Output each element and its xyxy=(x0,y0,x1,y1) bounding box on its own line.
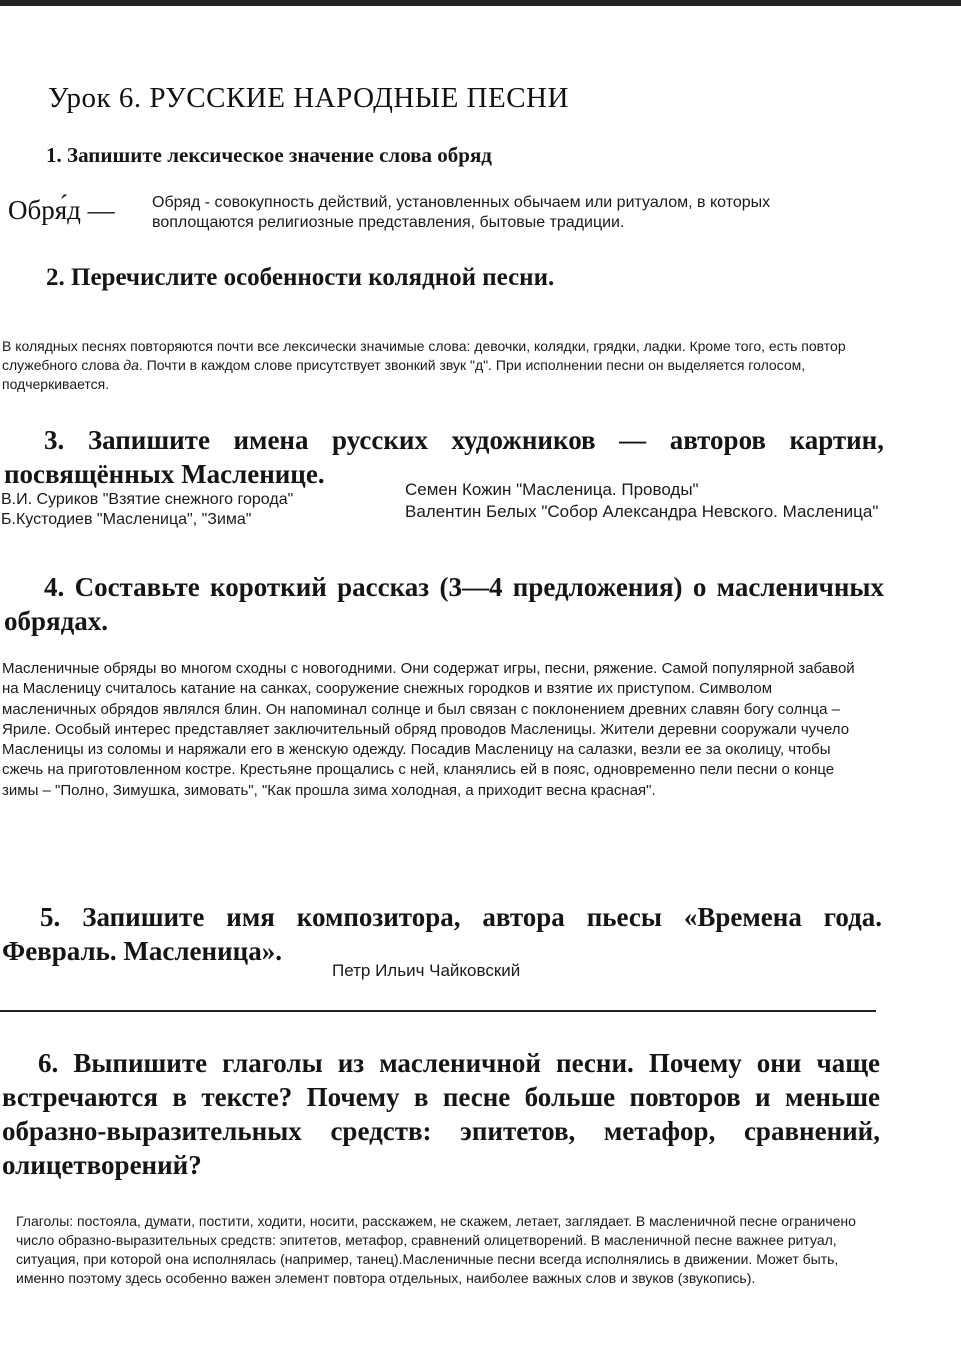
task-1-term: Обря́д — xyxy=(8,195,115,225)
task-5-answer: Петр Ильич Чайковский xyxy=(332,961,521,980)
task-3-question: 3. Запишите имена русских художников — авторов картин, посвящённых Масленице. xyxy=(4,425,884,489)
task-6-answer: Глаголы: постояла, думати, постити, ходити, носити, расскажем, не скажем, летает, заглядает. В масленичной песне ограничено число образно-выразительных средств: эпитетов, метафор, сравнений олицетворений. В масленичной песне важнее ритуал, ситуация, при которой она исполнялась (например, танец).Масленичные песни всегда исполнялись в движении. Может быть, именно поэтому здесь особенно важен элемент повтора отдельных, наиболее важных слов и звуков (звукопись). xyxy=(16,1213,856,1286)
task-1-question: 1. Запишите лексическое значение слова обряд xyxy=(46,143,492,167)
task-3-answer-left xyxy=(1,490,331,530)
task-3-artist-line: Б.Кустодиев "Масленица", "Зима" xyxy=(1,511,252,528)
lesson-title: Урок 6. РУССКИЕ НАРОДНЫЕ ПЕСНИ xyxy=(48,82,569,114)
task-2-answer-part-1: В колядных песнях повторяются почти все лексически значимые слова: девочки, колядки, грядки, ладки. Кроме того, есть повтор служебного слова xyxy=(2,338,846,373)
task-1-answer: Обряд - совокупность действий, установленных обычаем или ритуалом, в которых воплощаются религиозные представления, бытовые традиции. xyxy=(152,194,771,231)
task-6-question: 6. Выпишите глаголы из масленичной песни. Почему они чаще встречаются в тексте? Почему в песне больше повторов и меньше образно-выразительных средств: эпитетов, метафор, сравнений, олицетворений? xyxy=(2,1048,880,1180)
task-2-question: 2. Перечислите особенности колядной песни. xyxy=(46,264,555,291)
task-3-artist-line: Валентин Белых "Собор Александра Невского. Масленица" xyxy=(405,502,879,521)
task-2-answer-part-2: . Почти в каждом слове присутствует звонкий звук "д". При исполнении песни он выделяется голосом, подчеркивается. xyxy=(2,357,806,392)
task-4-question: 4. Составьте короткий рассказ (3—4 предложения) о масленичных обрядах. xyxy=(4,572,884,636)
task-3-answer-right xyxy=(405,479,885,523)
section-divider xyxy=(0,1010,876,1012)
scan-edge-line xyxy=(0,0,961,6)
task-2-answer xyxy=(2,337,862,394)
task-5-question: 5. Запишите имя композитора, автора пьесы «Времена года. Февраль. Масленица». xyxy=(2,902,882,966)
task-4-answer: Масленичные обряды во многом сходны с новогодними. Они содержат игры, песни, ряжение. Самой популярной забавой на Масленицу считалось катание на санках, сооружение снежных городков и взятие их приступом. Символом масленичных обрядов являлся блин. Он напоминал солнце и был связан с поклонением древних славян богу солнца – Яриле. Особый интерес представляет заключительный обряд проводов Масленицы. Жители деревни сооружали чучело Масленицы из соломы и наряжали его в женскую одежду. Посадив Масленицу на салазки, везли ее за околицу, чтобы сжечь на приготовленном костре. Крестьяне прощались с ней, кланялись ей в пояс, одновременно пели песни о конце зимы – "Полно, Зимушка, зимовать", "Как прошла зима холодная, а приходит весна красная". xyxy=(2,660,855,799)
task-3-artist-line: Семен Кожин "Масленица. Проводы" xyxy=(405,480,699,499)
task-2-answer-italic-word: да xyxy=(123,357,139,373)
task-3-artist-line: В.И. Суриков "Взятие снежного города" xyxy=(1,491,294,508)
